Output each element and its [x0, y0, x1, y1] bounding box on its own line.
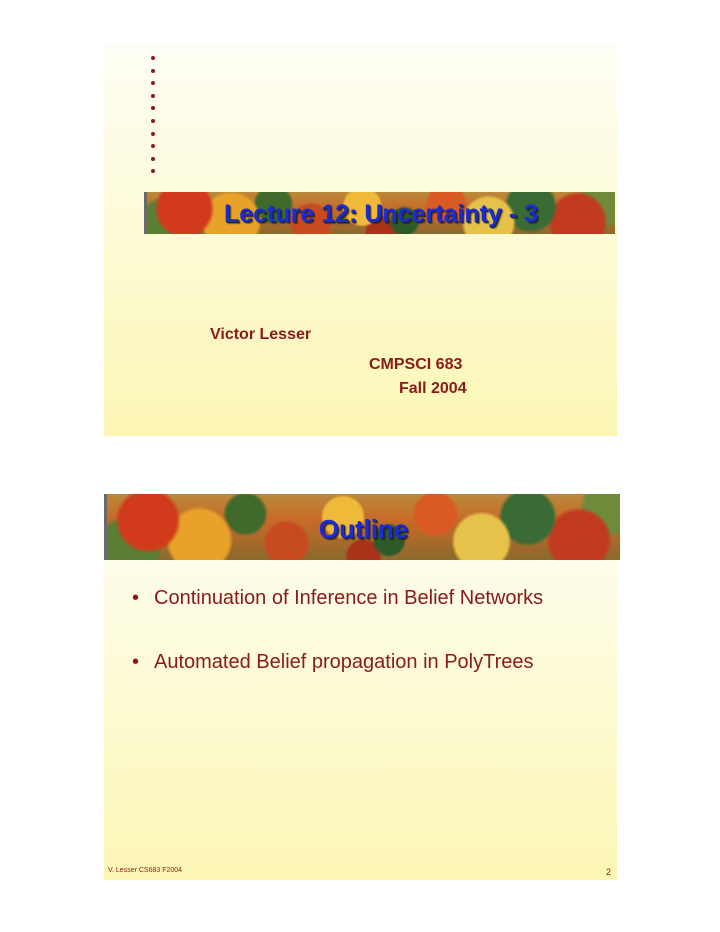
bullet-list — [126, 584, 606, 712]
course-code: CMPSCI 683 — [369, 356, 463, 373]
bullet-text: Continuation of Inference in Belief Networks — [154, 587, 544, 609]
bullet-text: Automated Belief propagation in PolyTrees — [154, 651, 534, 673]
term-label: Fall 2004 — [399, 380, 467, 397]
bullet-item — [126, 584, 606, 613]
foliage-banner — [144, 192, 615, 234]
page-number: 2 — [605, 867, 611, 877]
author-name: Victor Lesser — [210, 326, 312, 343]
footer-credit: V. Lesser CS683 F2004 — [108, 867, 183, 874]
bullet-item — [126, 648, 606, 677]
bullet-icon: • — [132, 651, 140, 673]
outline-slide — [104, 494, 617, 880]
title-slide — [104, 44, 617, 436]
bullet-icon: • — [132, 587, 140, 609]
slide-title: Lecture 12: Uncertainty - 3 — [224, 200, 538, 228]
slide-title: Outline — [318, 514, 409, 544]
decorative-dots — [150, 56, 156, 182]
foliage-banner — [104, 494, 620, 560]
